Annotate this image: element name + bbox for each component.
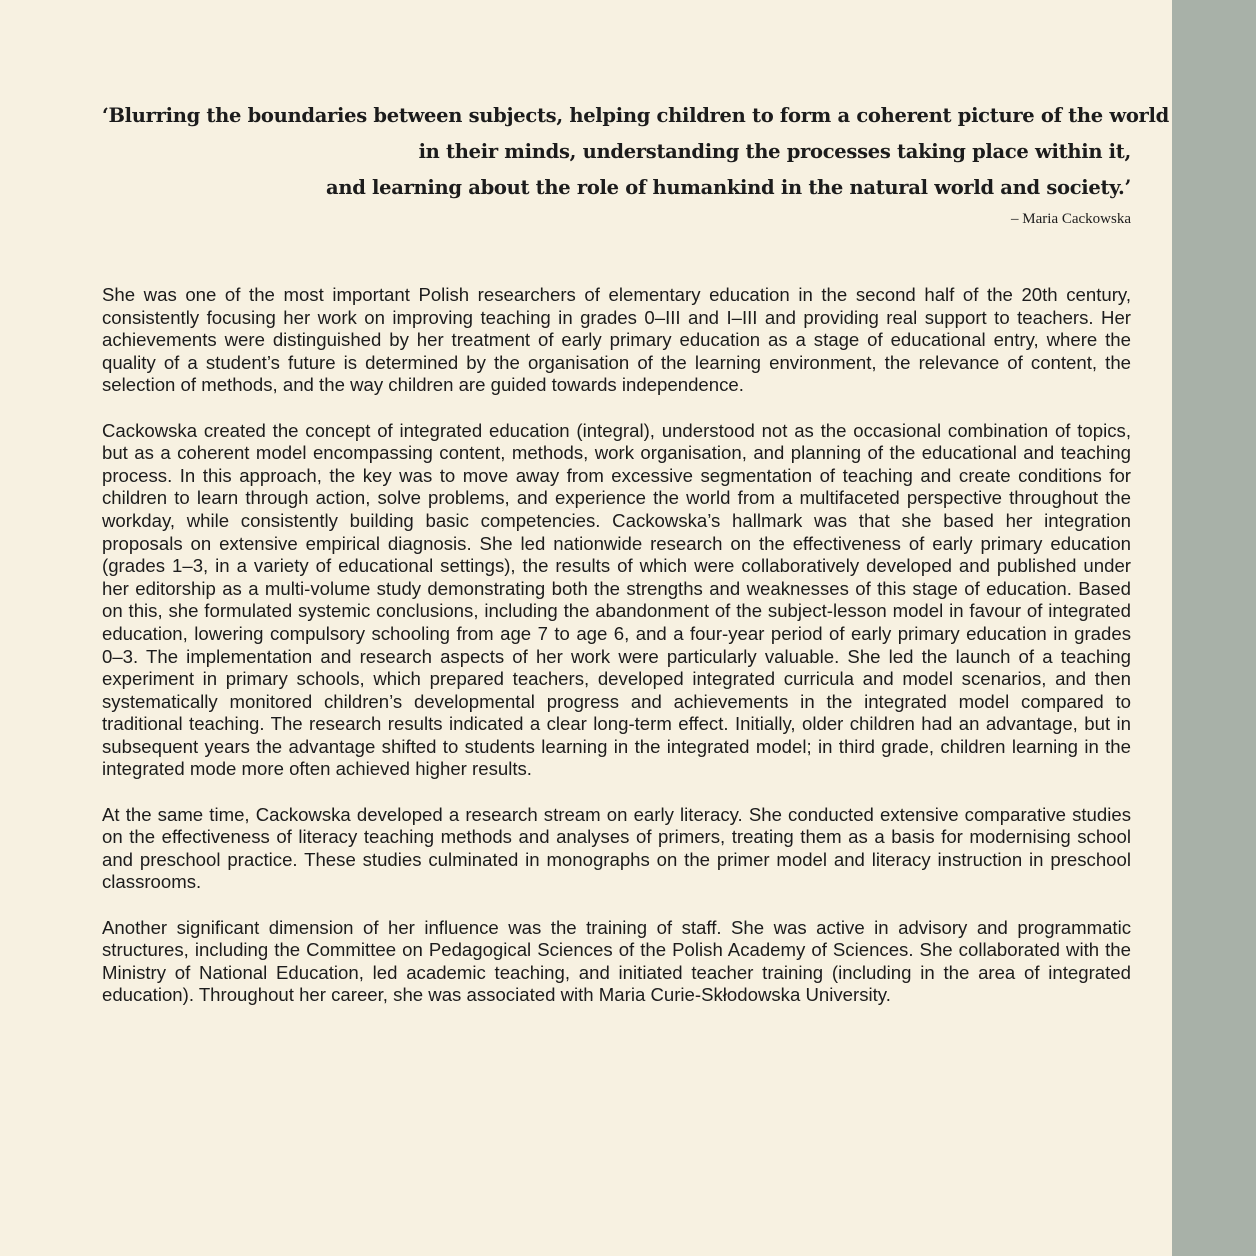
paragraph-1: She was one of the most important Polish researchers of elementary education in the second half of the 20th century, consistently focusing her work on improving teaching in grades 0–III and I–III and providing real support to teachers. Her achievements were distinguished by her treatment of early primary education as a stage of educational entry, where the quality of a student’s future is determined by the organisation of the learning environment, the relevance of content, the selection of methods, and the way children are guided towards independence.: [102, 284, 1131, 396]
quote-line-3: and learning about the role of humankind in the natural world and society.’: [325, 176, 1131, 199]
side-band: [1172, 0, 1256, 1256]
paragraph-2: Cackowska created the concept of integrated education (integral), understood not as the occasional combination of topics, but as a coherent model encompassing content, methods, work organisation, and planning of the educational and teaching process. In this approach, the key was to move away from excessive segmentation of teaching and create conditions for children to learn through action, solve problems, and experience the world from a multifaceted perspective throughout the workday, while consistently building basic competencies. Cackowska’s hallmark was that she based her integration proposals on extensive empirical diagnosis. She led nationwide research on the effectiveness of early primary education (grades 1–3, in a variety of educational settings), the results of which were collaboratively developed and published under her editorship as a multi-volume study demonstrating both the strengths and weaknesses of this stage of education. Based on this, she formulated systemic conclusions, including the abandonment of the subject-lesson model in favour of integrated education, lowering compulsory schooling from age 7 to age 6, and a four-year period of early primary education in grades 0–3. The implementation and research aspects of her work were particularly valuable. She led the launch of a teaching experiment in primary schools, which prepared teachers, developed integrated curricula and model scenarios, and then systematically monitored children’s developmental progress and achievements in the integrated model compared to traditional teaching. The research results indicated a clear long-term effect. Initially, older children had an advantage, but in subsequent years the advantage shifted to students learning in the integrated model; in third grade, children learning in the integrated mode more often achieved higher results.: [102, 419, 1131, 780]
quote-attribution: – Maria Cackowska: [1011, 211, 1131, 227]
paragraph-3: At the same time, Cackowska developed a research stream on early literacy. She conducted extensive comparative studies on the effectiveness of literacy teaching methods and analyses of primers, treating them as a basis for modernising school and preschool practice. These studies culminated in monographs on the primer model and literacy instruction in preschool classrooms.: [102, 803, 1131, 893]
quote-line-1: ‘Blurring the boundaries between subjects, helping children to form a coherent picture of the world: [102, 104, 1169, 127]
quote-block: [102, 98, 1169, 229]
paragraph-4: Another significant dimension of her influence was the training of staff. She was active in advisory and programmatic structures, including the Committee on Pedagogical Sciences of the Polish Academy of Sciences. She collaborated with the Ministry of National Education, led academic teaching, and initiated teacher training (including in the area of integrated education). Throughout her career, she was associated with Maria Curie-Skłodowska University.: [102, 916, 1131, 1006]
quote-line-2: in their minds, understanding the processes taking place within it,: [418, 140, 1131, 163]
body-text: [102, 284, 1131, 1030]
